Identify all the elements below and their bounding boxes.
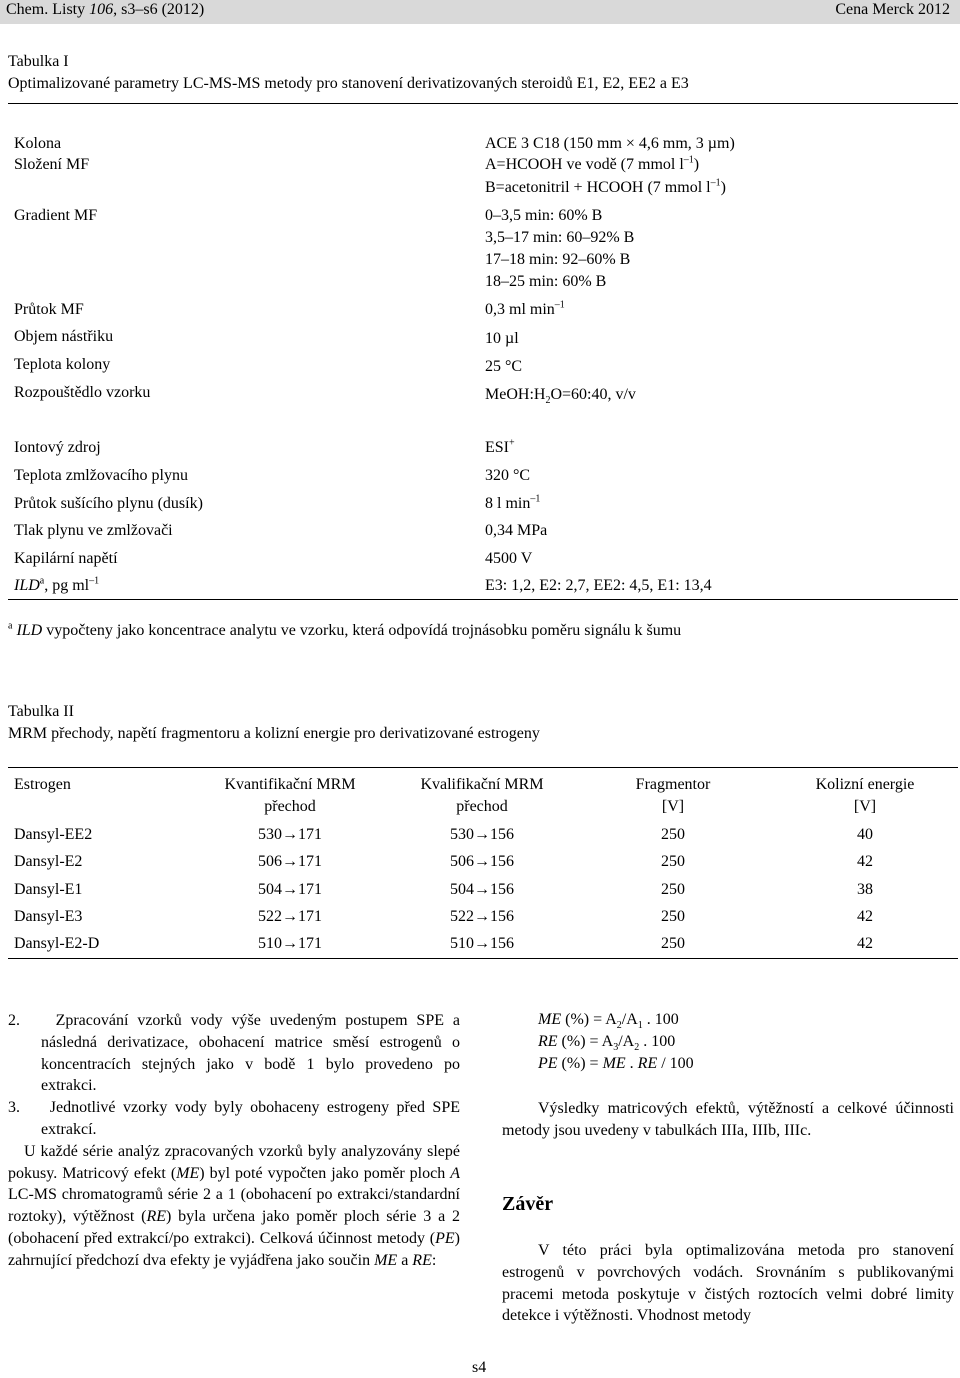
table-cell: 250 [661, 908, 685, 925]
row-value: 17–18 min: 92–60% B [485, 251, 631, 268]
row-label: Průtok sušícího plynu (dusík) [14, 495, 203, 512]
table-cell: 510→171 [258, 935, 322, 952]
table-cell: 42 [857, 908, 873, 925]
row-value: ESI+ [485, 437, 515, 456]
row-label: Tlak plynu ve zmlžovači [14, 522, 173, 539]
list-item-3: 3. Jednotlivé vzorky vody byly obohaceny estrogeny před SPE extrakcí. [8, 1099, 460, 1138]
table1-footnote: $^a$ ILD vypočteny jako koncentrace analytu ve vzorku, která odpovídá trojnásobku poměru signálu k šumu [8, 620, 682, 639]
row-value: 4500 V [485, 550, 533, 567]
row-label: Teplota kolony [14, 356, 111, 373]
col-header: přechod [456, 798, 508, 815]
table1-top-rule [8, 103, 958, 104]
row-label: Objem nástřiku [14, 328, 114, 345]
row-value: 25 °C [485, 358, 523, 375]
row-label: Teplota zmlžovacího plynu [14, 467, 188, 484]
row-value: 0,3 ml $\min^{-1}$ [485, 299, 565, 318]
table-cell: 250 [661, 826, 685, 843]
row-value: ACE 3 C18 (150 mm × 4,6 mm, 3 µm) [485, 135, 735, 152]
row-label: Rozpouštědlo vzorku [14, 384, 151, 401]
row-label: Iontový zdroj [14, 439, 101, 456]
list-item-2: 2. Zpracování vzorků vody výše uvedeným postupem SPE a následná derivatizace, obohacení matrice směsí estrogenů o koncentracích stejných jako v bodě 1 bylo provedeno po extrakci. [8, 1012, 460, 1095]
col-header: Kvalifikační MRM [420, 776, 544, 793]
row-value: 0–3,5 min: 60% B [485, 207, 603, 224]
table-cell: 504→171 [258, 881, 322, 898]
table-cell: 40 [857, 826, 873, 843]
row-label: ILD$^a$, pg $ml^{-1}$ [14, 575, 100, 594]
row-value: A=HCOOH ve vodě (7 mmol $l^{-1}$) [485, 154, 700, 173]
table-cell: 530→171 [258, 826, 322, 843]
equation-re: RE (%) = $A_3/A_2$ . 100 [538, 1033, 676, 1054]
col-header: Kolizní energie [815, 776, 915, 793]
table-cell: Dansyl-E2 [14, 853, 83, 870]
body-paragraph: Výsledky matricových efektů, výtěžností a celkové účinnosti metody jsou uvedeny v tabulkách IIIa, IIIb, IIIc. [502, 1100, 954, 1139]
table2-bottom-rule [8, 958, 958, 959]
row-label: Složení MF [14, 156, 90, 173]
table-cell: 42 [857, 853, 873, 870]
table-cell: 522→171 [258, 908, 322, 925]
conclusion-paragraph [502, 1240, 954, 1327]
row-value: E3: 1,2, E2: 2,7, EE2: 4,5, E1: 13,4 [485, 577, 712, 594]
table-cell: 250 [661, 881, 685, 898]
table1-label: Tabulka I [8, 53, 69, 70]
row-value: $MeOH:H_2O=60:40$, v/v [485, 386, 636, 407]
col-header: Estrogen [14, 776, 71, 793]
col-header: Fragmentor [635, 776, 711, 793]
row-value: 18–25 min: 60% B [485, 273, 607, 290]
section-heading: Závěr [502, 1193, 554, 1215]
page-number: s4 [472, 1359, 487, 1376]
col-header: přechod [264, 798, 316, 815]
header-right: Cena Merck 2012 [835, 1, 950, 18]
row-value: B=acetonitril + HCOOH (7 mmol $l^{-1}$) [485, 177, 726, 196]
row-value: 8 l $\min^{-1}$ [485, 493, 541, 512]
row-label: Průtok MF [14, 301, 84, 318]
table-cell: 504→156 [450, 881, 514, 898]
table2-caption: MRM přechody, napětí fragmentoru a kolizní energie pro derivatizované estrogeny [8, 725, 540, 742]
col-header: [V] [853, 798, 877, 815]
table-cell: 42 [857, 935, 873, 952]
table-cell: Dansyl-E3 [14, 908, 83, 925]
row-value: 3,5–17 min: 60–92% B [485, 229, 635, 246]
col-header: [V] [661, 798, 685, 815]
row-value: 320 °C [485, 467, 531, 484]
table-cell: 250 [661, 935, 685, 952]
table1-bottom-rule [8, 599, 958, 600]
table1-caption: Optimalizované parametry LC-MS-MS metody pro stanovení derivatizovaných steroidů E1, E2, EE2 a E3 [8, 75, 689, 92]
journal-citation: Chem. Listy 106, s3–s6 (2012) [6, 1, 205, 18]
col-header: Kvantifikační MRM [224, 776, 356, 793]
table2-label: Tabulka II [8, 703, 74, 720]
table-cell: 522→156 [450, 908, 514, 925]
table-cell: Dansyl-EE2 [14, 826, 93, 843]
table-cell: 506→171 [258, 853, 322, 870]
results-paragraph [502, 1098, 954, 1142]
equation-pe: PE (%) = ME . RE / 100 [538, 1055, 694, 1072]
row-value: 0,34 MPa [485, 522, 548, 539]
table-cell: 510→156 [450, 935, 514, 952]
body-paragraph: U každé série analýz zpracovaných vzorků byly analyzovány slepé pokusy. Matricový efekt (ME) byl poté vypočten jako poměr ploch A LC-MS chromatogramů série 2 a 1 (obohacení po extrakci/standardní roztoky), výtěžnost (RE) byla určena jako poměr ploch série 3 a 2 (obohacení před extrakcí/po extrakci). Celková účinnost metody (PE) zahrnující předchozí dva efekty je vyjádřena jako součin ME a RE: [8, 1142, 461, 1269]
row-label: Kapilární napětí [14, 550, 118, 567]
table-cell: Dansyl-E1 [14, 881, 83, 898]
body-paragraph: V této práci byla optimalizována metoda pro stanovení estrogenů v povrchových vodách. Srovnáním s publikovanými pracemi metoda poskytuje v čistých roztocích velmi dobré limity detekce i výtěžnosti. Vhodnost metody [502, 1242, 954, 1325]
table-cell: 530→156 [450, 826, 514, 843]
row-label: Kolona [14, 135, 62, 152]
table-cell: Dansyl-E2-D [14, 935, 100, 952]
table-cell: 250 [661, 853, 685, 870]
left-column [8, 1010, 460, 1272]
row-value: 10 µl [485, 330, 519, 347]
table2-top-rule [8, 767, 958, 768]
row-label: Gradient MF [14, 207, 98, 224]
equation-me: ME (%) = $A_2/A_1$ . 100 [538, 1011, 679, 1032]
table-cell: 38 [857, 881, 873, 898]
table-cell: 506→156 [450, 853, 514, 870]
